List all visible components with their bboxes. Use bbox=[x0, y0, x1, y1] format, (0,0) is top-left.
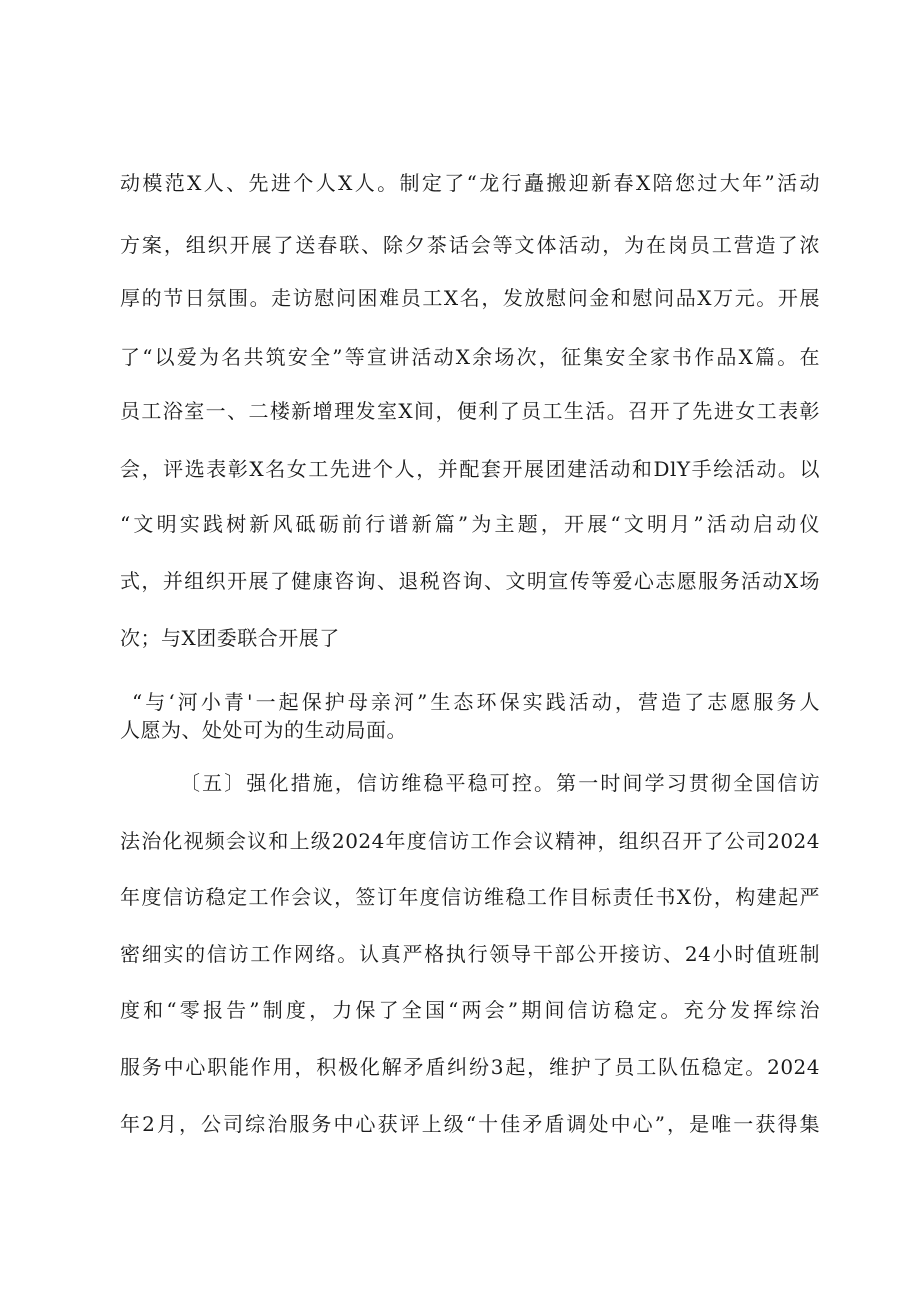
paragraph-1-line-9: 次；与X团委联合开展了 bbox=[120, 626, 340, 650]
paragraph-1-line-5: 员工浴室一、二楼新增理发室X间，便利了员工生活。召开了先进女工表彰 bbox=[120, 399, 820, 423]
paragraph-3-line-1: 〔五〕强化措施，信访维稳平稳可控。第一时间学习贯彻全国信访 bbox=[180, 771, 820, 795]
paragraph-1-line-4: 了“以爱为名共筑安全”等宣讲活动X余场次，征集安全家书作品X篇。在 bbox=[120, 345, 820, 369]
paragraph-1-line-8: 式，并组织开展了健康咨询、退税咨询、文明宣传等爱心志愿服务活动X场 bbox=[120, 569, 820, 593]
paragraph-3-line-2: 法治化视频会议和上级2024年度信访工作会议精神，组织召开了公司2024 bbox=[120, 829, 820, 853]
paragraph-2-line-1: “与‘河小青'一起保护母亲河”生态环保实践活动，营造了志愿服务人 bbox=[132, 690, 820, 714]
paragraph-1-line-7: “文明实践树新风砥砺前行谱新篇”为主题，开展“文明月”活动启动仪 bbox=[120, 512, 820, 536]
paragraph-2-line-2: 人愿为、处处可为的生动局面。 bbox=[120, 718, 407, 742]
paragraph-3-line-4: 密细实的信访工作网络。认真严格执行领导干部公开接访、24小时值班制 bbox=[120, 942, 820, 966]
paragraph-1-line-2: 方案，组织开展了送春联、除夕茶话会等文体活动，为在岗员工营造了浓 bbox=[120, 233, 820, 257]
paragraph-3-line-3: 年度信访稳定工作会议，签订年度信访维稳工作目标责任书X份，构建起严 bbox=[120, 885, 820, 909]
paragraph-1-line-6: 会，评选表彰X名女工先进个人，并配套开展团建活动和DlY手绘活动。以 bbox=[120, 457, 820, 481]
paragraph-3-line-6: 服务中心职能作用，积极化解矛盾纠纷3起，维护了员工队伍稳定。2024 bbox=[120, 1055, 820, 1079]
paragraph-3-line-5: 度和“零报告”制度，力保了全国“两会”期间信访稳定。充分发挥综治 bbox=[120, 998, 820, 1022]
paragraph-3-line-7: 年2月，公司综治服务中心获评上级“十佳矛盾调处中心”，是唯一获得集 bbox=[120, 1112, 820, 1136]
paragraph-1-line-1: 动模范X人、先进个人X人。制定了“龙行矗搬迎新春X陪您过大年”活动 bbox=[120, 171, 820, 195]
paragraph-1-line-3: 厚的节日氛围。走访慰问困难员工X名，发放慰问金和慰问品X万元。开展 bbox=[120, 286, 820, 310]
